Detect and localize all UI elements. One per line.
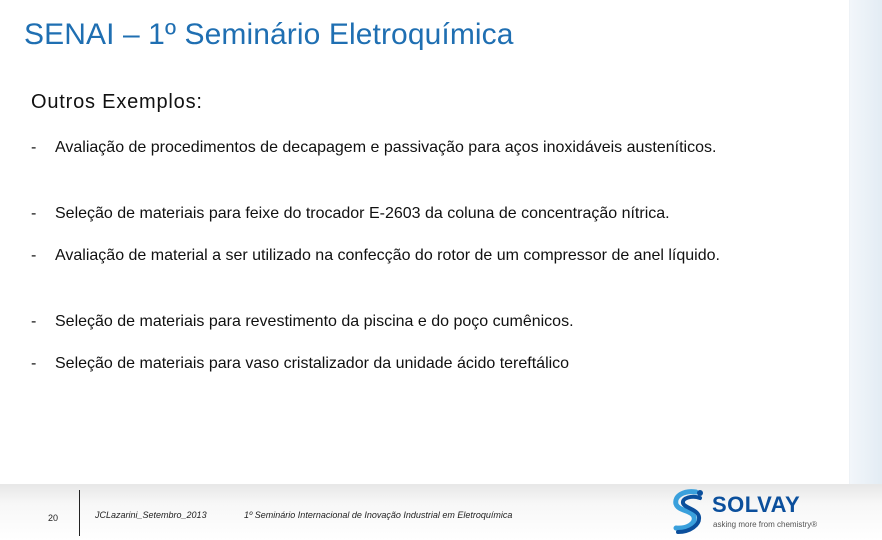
page-number: 20 bbox=[48, 513, 59, 523]
solvay-logo bbox=[666, 488, 838, 534]
footer-event: 1º Seminário Internacional de Inovação Industrial em Eletroquímica bbox=[244, 510, 513, 520]
bullet-dash: - bbox=[31, 205, 37, 222]
bullet-text: Avaliação de procedimentos de decapagem e passivação para aços inoxidáveis austeníticos. bbox=[55, 139, 717, 156]
bullet-item bbox=[31, 353, 569, 374]
logo-tagline: asking more from chemistry® bbox=[713, 520, 818, 529]
bullet-item bbox=[31, 245, 720, 266]
logo-name: SOLVAY bbox=[712, 492, 801, 517]
slide-footer bbox=[0, 484, 882, 540]
bullet-text: Avaliação de material a ser utilizado na confecção do rotor de um compressor de anel líquido. bbox=[55, 247, 720, 264]
bullet-dash: - bbox=[31, 139, 37, 156]
bullet-dash: - bbox=[31, 355, 37, 372]
slide-subtitle: Outros Exemplos: bbox=[31, 91, 203, 113]
footer-author: JCLazarini_Setembro_2013 bbox=[95, 510, 207, 520]
right-accent-bar bbox=[849, 0, 882, 484]
bullet-text: Seleção de materiais para vaso cristalizador da unidade ácido tereftálico bbox=[55, 355, 570, 372]
bullet-dash: - bbox=[31, 247, 37, 264]
solvay-s-icon bbox=[666, 488, 708, 534]
bullet-item bbox=[31, 311, 574, 332]
bullet-item bbox=[31, 203, 670, 224]
bullet-text: Seleção de materiais para feixe do trocador E-2603 da coluna de concentração nítrica. bbox=[55, 205, 670, 222]
bullet-text: Seleção de materiais para revestimento da piscina e do poço cumênicos. bbox=[55, 313, 574, 330]
footer-divider bbox=[79, 490, 80, 536]
bullet-dash: - bbox=[31, 313, 37, 330]
bullet-item bbox=[31, 137, 716, 158]
slide-title: SENAI – 1º Seminário Eletroquímica bbox=[24, 18, 514, 51]
